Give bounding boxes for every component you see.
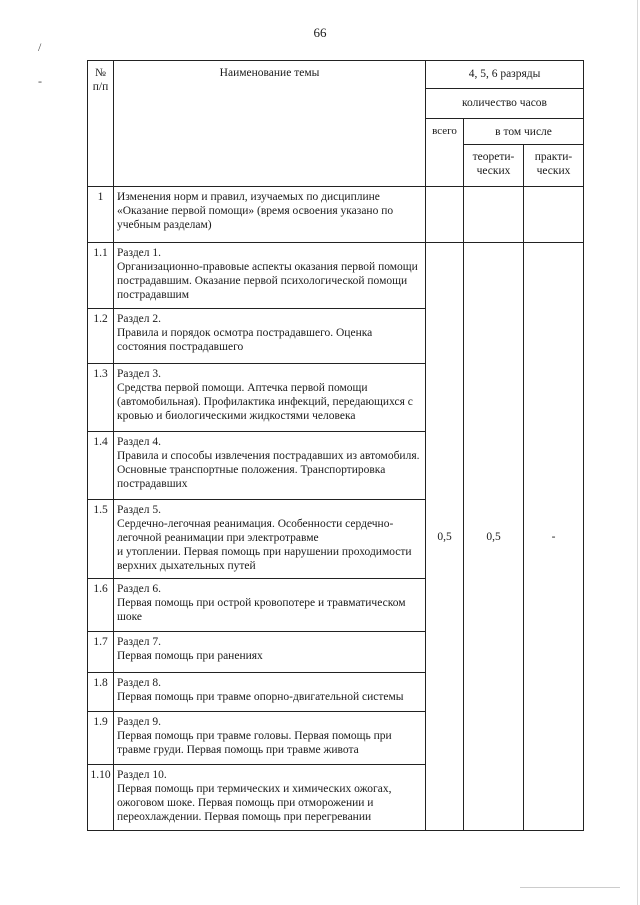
merged-theory-value: 0,5 xyxy=(464,243,524,831)
row-number: 1.9 xyxy=(88,712,114,765)
header-topic: Наименование темы xyxy=(114,61,426,187)
header-theory: теорети- ческих xyxy=(464,145,524,187)
header-hours: количество часов xyxy=(426,89,584,119)
page-number: 66 xyxy=(313,25,327,40)
row-number: 1.2 xyxy=(88,309,114,364)
margin-mark: - xyxy=(38,74,42,88)
header-total: всего xyxy=(426,119,464,187)
row-number: 1.1 xyxy=(88,243,114,309)
margin-mark: / xyxy=(38,40,42,54)
page-edge-line xyxy=(637,0,638,905)
row-number: 1.4 xyxy=(88,432,114,500)
merged-total-value: 0,5 xyxy=(426,243,464,831)
row-title: Изменения норм и правил, изучаемых по дисциплине «Оказание первой помощи» (время освоения указано по учебным разделам) xyxy=(114,187,426,243)
table-row xyxy=(88,243,584,309)
row-practice-empty xyxy=(524,187,584,243)
row-number: 1.10 xyxy=(88,765,114,831)
row-title: Раздел 3. Средства первой помощи. Аптечка первой помощи (автомобильная). Профилактика инфекций, передающихся с кровью и биологическими жидкостями человека xyxy=(114,364,426,432)
header-grade: 4, 5, 6 разряды xyxy=(426,61,584,89)
row-title: Раздел 5. Сердечно-легочная реанимация. Особенности сердечно-легочной реанимации при электротравме и утоплении. Первая помощь при нарушении проходимости верхних дыхательных путей xyxy=(114,500,426,579)
row-title: Раздел 2. Правила и порядок осмотра пострадавшего. Оценка состояния пострадавшего xyxy=(114,309,426,364)
row-title: Раздел 7. Первая помощь при ранениях xyxy=(114,632,426,673)
header-num: № п/п xyxy=(88,61,114,187)
header-row xyxy=(88,61,584,89)
row-title: Раздел 1. Организационно-правовые аспекты оказания первой помощи пострадавшим. Оказание первой психологической помощи пострадавшим xyxy=(114,243,426,309)
row-number: 1.6 xyxy=(88,579,114,632)
curriculum-table xyxy=(87,60,584,831)
row-number: 1.5 xyxy=(88,500,114,579)
footer-rule xyxy=(520,887,620,888)
header-practice: практи- ческих xyxy=(524,145,584,187)
row-title: Раздел 9. Первая помощь при травме головы. Первая помощь при травме груди. Первая помощь при травме живота xyxy=(114,712,426,765)
row-title: Раздел 6. Первая помощь при острой кровопотере и травматическом шоке xyxy=(114,579,426,632)
merged-practice-value: - xyxy=(524,243,584,831)
row-title: Раздел 8. Первая помощь при травме опорно-двигательной системы xyxy=(114,673,426,712)
table-row xyxy=(88,187,584,243)
row-total-empty xyxy=(426,187,464,243)
row-title: Раздел 10. Первая помощь при термических и химических ожогах, ожоговом шоке. Первая помощь при отморожении и переохлаждении. Первая помощь при перегревании xyxy=(114,765,426,831)
row-number: 1.7 xyxy=(88,632,114,673)
header-including: в том числе xyxy=(464,119,584,145)
row-number: 1 xyxy=(88,187,114,243)
row-number: 1.8 xyxy=(88,673,114,712)
row-title: Раздел 4. Правила и способы извлечения пострадавших из автомобиля. Основные транспортные положения. Транспортировка пострадавших xyxy=(114,432,426,500)
row-number: 1.3 xyxy=(88,364,114,432)
row-theory-empty xyxy=(464,187,524,243)
